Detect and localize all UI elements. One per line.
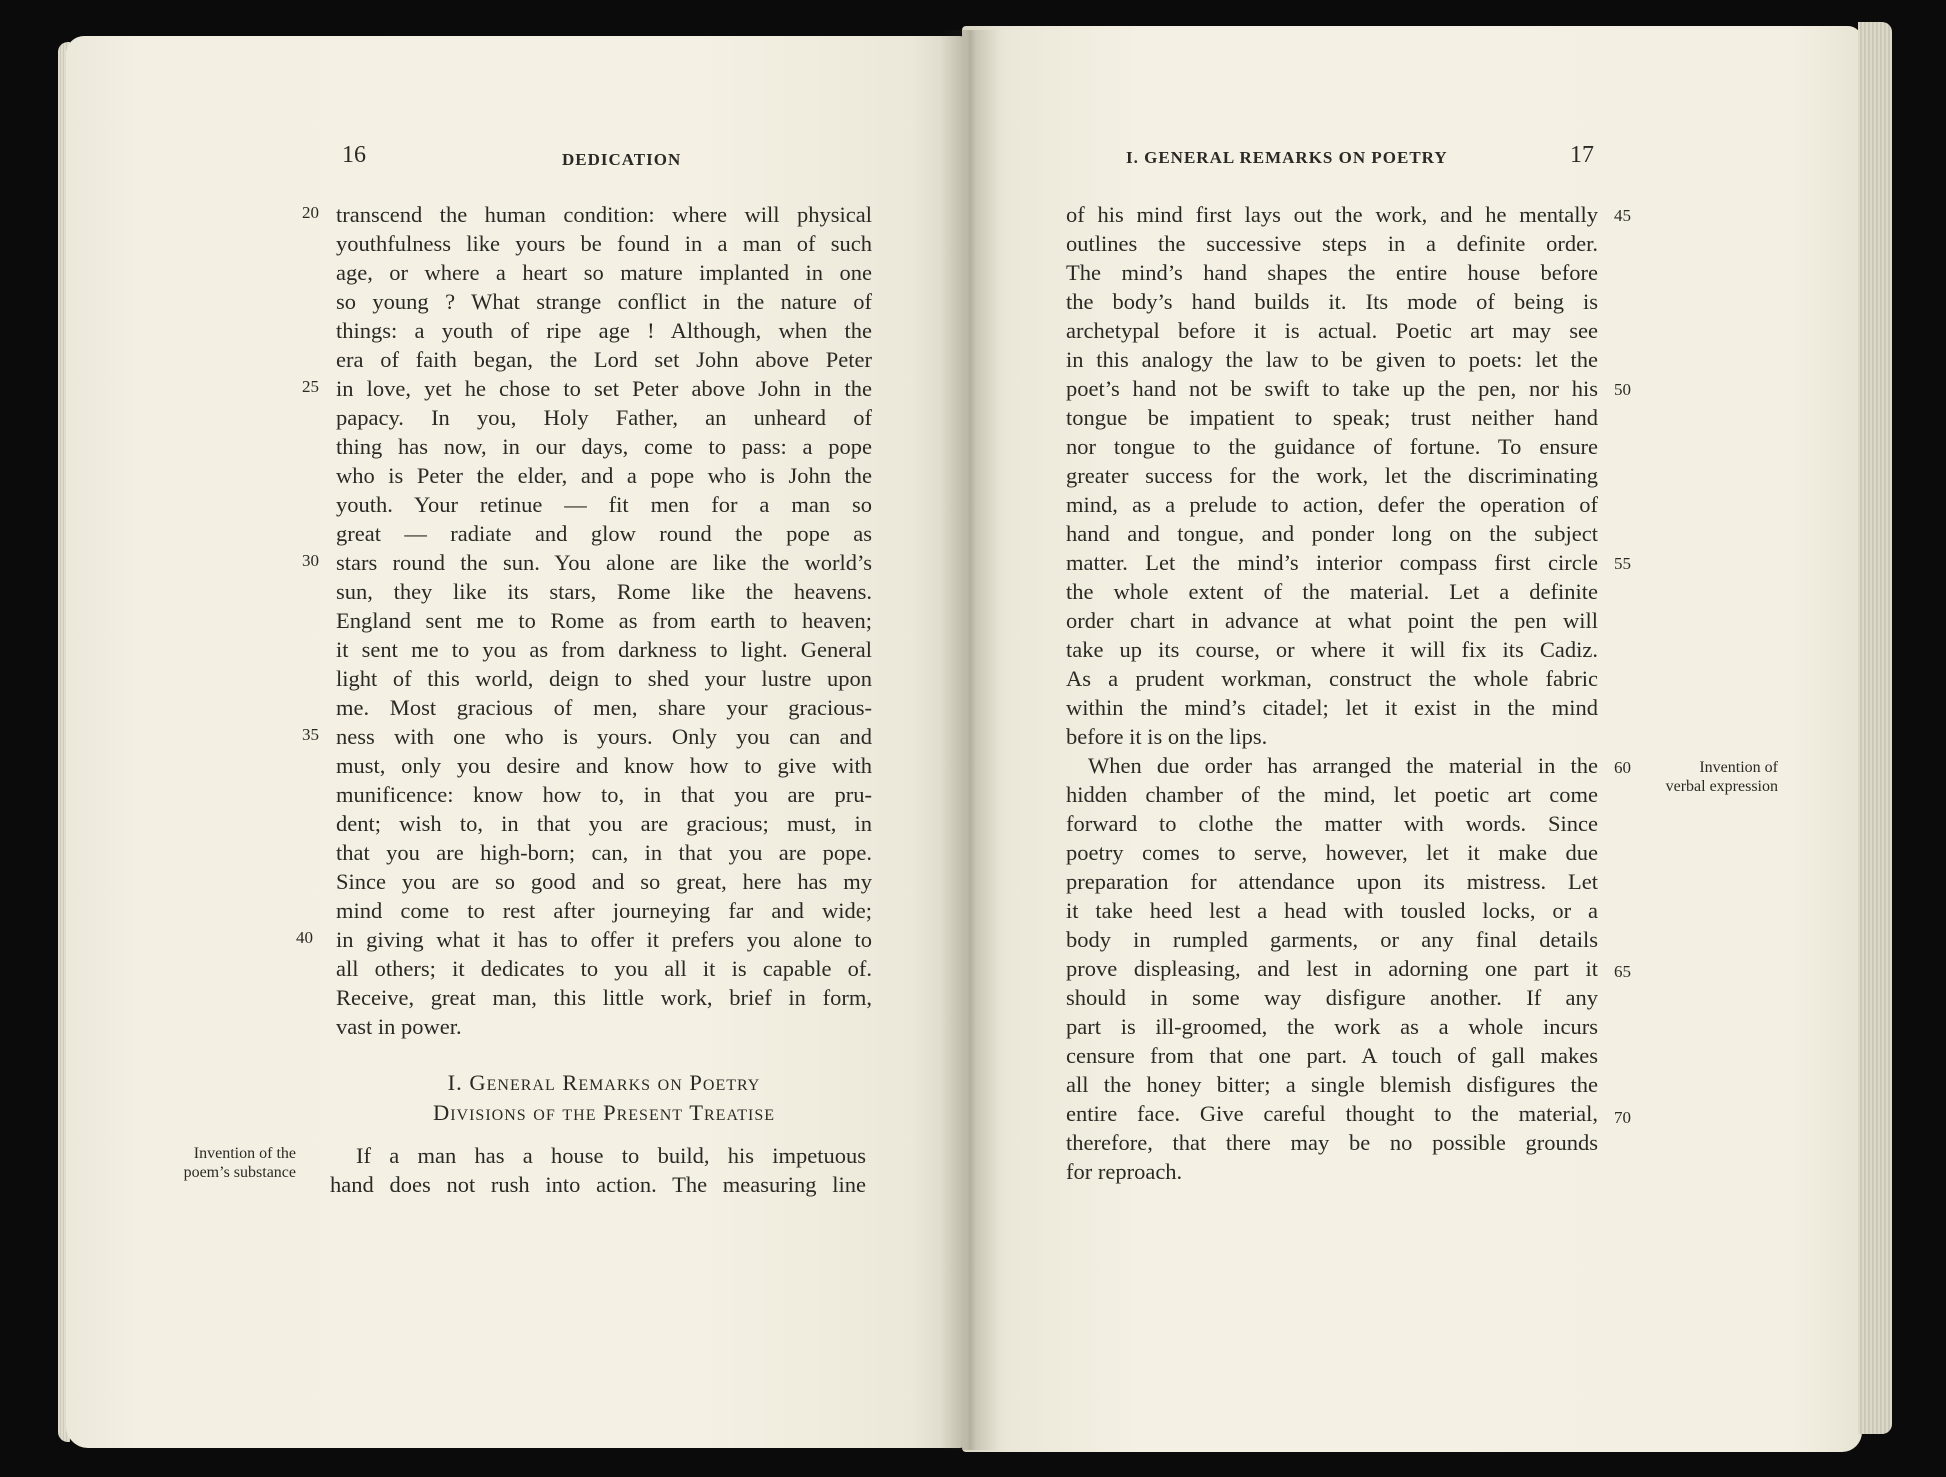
text-line: for reproach. xyxy=(1066,1159,1183,1184)
line-number: 35 xyxy=(302,725,319,744)
text-line: The mind’s hand shapes the entire house before xyxy=(1066,260,1598,285)
text-line: me. Most gracious of men, share your gracious- xyxy=(336,695,872,720)
text-line: who is Peter the elder, and a pope who is John the xyxy=(336,463,872,488)
left-body-text xyxy=(336,200,872,1041)
text-line: era of faith began, the Lord set John above Peter xyxy=(336,347,872,372)
text-line: nor tongue to the guidance of fortune. To ensure xyxy=(1066,434,1598,459)
text-line: archetypal before it is actual. Poetic art may see xyxy=(1066,318,1598,343)
text-line: poet’s hand not be swift to take up the pen, nor his xyxy=(1066,376,1598,401)
text-line: ness with one who is yours. Only you can and xyxy=(336,724,872,749)
side-note-line: verbal expression xyxy=(1665,778,1778,795)
text-line: tongue be impatient to speak; trust neither hand xyxy=(1066,405,1598,430)
text-line: light of this world, deign to shed your lustre upon xyxy=(336,666,872,691)
line-number: 55 xyxy=(1614,554,1631,573)
text-line: mind come to rest after journeying far and wide; xyxy=(336,898,872,923)
text-line: things: a youth of ripe age ! Although, when the xyxy=(336,318,872,343)
line-number: 65 xyxy=(1614,962,1631,981)
text-line: it take heed lest a head with tousled locks, or a xyxy=(1066,898,1598,923)
text-line: vast in power. xyxy=(336,1014,462,1039)
text-line: poetry comes to serve, however, let it make due xyxy=(1066,840,1598,865)
text-line: forward to clothe the matter with words. Since xyxy=(1066,811,1598,836)
text-line: of his mind first lays out the work, and he mentally xyxy=(1066,202,1598,227)
text-line: outlines the successive steps in a definite order. xyxy=(1066,231,1598,256)
section-heading xyxy=(336,1068,872,1128)
text-line: Since you are so good and so great, here has my xyxy=(336,869,872,894)
right-page-number: 17 xyxy=(1570,142,1594,168)
text-line: within the mind’s citadel; let it exist in the mind xyxy=(1066,695,1598,720)
text-line: before it is on the lips. xyxy=(1066,724,1268,749)
text-line: munificence: know how to, in that you are pru- xyxy=(336,782,872,807)
text-line: in this analogy the law to be given to poets: let the xyxy=(1066,347,1598,372)
side-note-right xyxy=(1628,758,1778,796)
line-number: 30 xyxy=(302,551,319,570)
text-line: in giving what it has to offer it prefers you alone to xyxy=(336,927,872,952)
text-line: England sent me to Rome as from earth to heaven; xyxy=(336,608,872,633)
left-page-number: 16 xyxy=(342,142,366,168)
text-line: age, or where a heart so mature implanted in one xyxy=(336,260,872,285)
text-line: entire face. Give careful thought to the material, xyxy=(1066,1101,1598,1126)
text-line: youthfulness like yours be found in a man of such xyxy=(336,231,872,256)
text-line: order chart in advance at what point the pen will xyxy=(1066,608,1598,633)
text-line: sun, they like its stars, Rome like the heavens. xyxy=(336,579,872,604)
text-line: censure from that one part. A touch of gall makes xyxy=(1066,1043,1598,1068)
text-line: hand does not rush into action. The measuring line xyxy=(330,1172,866,1197)
text-line: great — radiate and glow round the pope as xyxy=(336,521,872,546)
right-running-head: I. GENERAL REMARKS ON POETRY xyxy=(1126,148,1448,167)
text-line: prove displeasing, and lest in adorning one part it xyxy=(1066,956,1598,981)
text-line: preparation for attendance upon its mistress. Let xyxy=(1066,869,1598,894)
side-note-line: Invention of the xyxy=(193,1145,296,1162)
text-line: mind, as a prelude to action, defer the operation of xyxy=(1066,492,1598,517)
book-gutter xyxy=(940,30,1000,1450)
text-line: dent; wish to, in that you are gracious; must, in xyxy=(336,811,872,836)
right-page-edge xyxy=(1858,22,1892,1434)
text-line: hidden chamber of the mind, let poetic art come xyxy=(1066,782,1598,807)
text-line: all the honey bitter; a single blemish disfigures the xyxy=(1066,1072,1598,1097)
text-line: thing has now, in our days, come to pass: a pope xyxy=(336,434,872,459)
text-line: the body’s hand builds it. Its mode of being is xyxy=(1066,289,1598,314)
left-running-head: DEDICATION xyxy=(562,150,682,169)
text-line: stars round the sun. You alone are like the world’s xyxy=(336,550,872,575)
side-note-line: poem’s substance xyxy=(183,1164,296,1181)
text-line: take up its course, or where it will fix its Cadiz. xyxy=(1066,637,1598,662)
line-number: 45 xyxy=(1614,206,1631,225)
right-body-text xyxy=(1066,200,1598,1186)
line-number: 20 xyxy=(302,203,319,222)
text-line: part is ill-groomed, the work as a whole incurs xyxy=(1066,1014,1598,1039)
text-line: greater success for the work, let the discriminating xyxy=(1066,463,1598,488)
section-heading-line: I. General Remarks on Poetry xyxy=(447,1070,761,1095)
text-line: Receive, great man, this little work, brief in form, xyxy=(336,985,872,1010)
side-note-left xyxy=(150,1144,296,1182)
text-line: all others; it dedicates to you all it is capable of. xyxy=(336,956,872,981)
line-number: 25 xyxy=(302,377,319,396)
text-line: body in rumpled garments, or any final details xyxy=(1066,927,1598,952)
text-line: the whole extent of the material. Let a definite xyxy=(1066,579,1598,604)
left-final-text xyxy=(330,1141,866,1199)
section-heading-line: Divisions of the Present Treatise xyxy=(432,1100,776,1125)
text-line: so young ? What strange conflict in the nature of xyxy=(336,289,872,314)
text-line: matter. Let the mind’s interior compass first circle xyxy=(1066,550,1598,575)
line-number: 50 xyxy=(1614,380,1631,399)
line-number: 40 xyxy=(296,928,313,947)
line-number: 60 xyxy=(1614,758,1631,777)
text-line: youth. Your retinue — fit men for a man so xyxy=(336,492,872,517)
text-line: must, only you desire and know how to give with xyxy=(336,753,872,778)
line-number: 70 xyxy=(1614,1108,1631,1127)
text-line: hand and tongue, and ponder long on the subject xyxy=(1066,521,1598,546)
side-note-line: Invention of xyxy=(1699,759,1778,776)
text-line: As a prudent workman, construct the whole fabric xyxy=(1066,666,1598,691)
text-line: transcend the human condition: where will physical xyxy=(336,202,872,227)
text-line: If a man has a house to build, his impetuous xyxy=(356,1143,866,1168)
text-line: When due order has arranged the material in the xyxy=(1088,753,1598,778)
text-line: should in some way disfigure another. If any xyxy=(1066,985,1598,1010)
text-line: therefore, that there may be no possible grounds xyxy=(1066,1130,1598,1155)
text-line: in love, yet he chose to set Peter above John in the xyxy=(336,376,872,401)
text-line: papacy. In you, Holy Father, an unheard of xyxy=(336,405,872,430)
text-line: it sent me to you as from darkness to light. General xyxy=(336,637,872,662)
text-line: that you are high-born; can, in that you are pope. xyxy=(336,840,872,865)
